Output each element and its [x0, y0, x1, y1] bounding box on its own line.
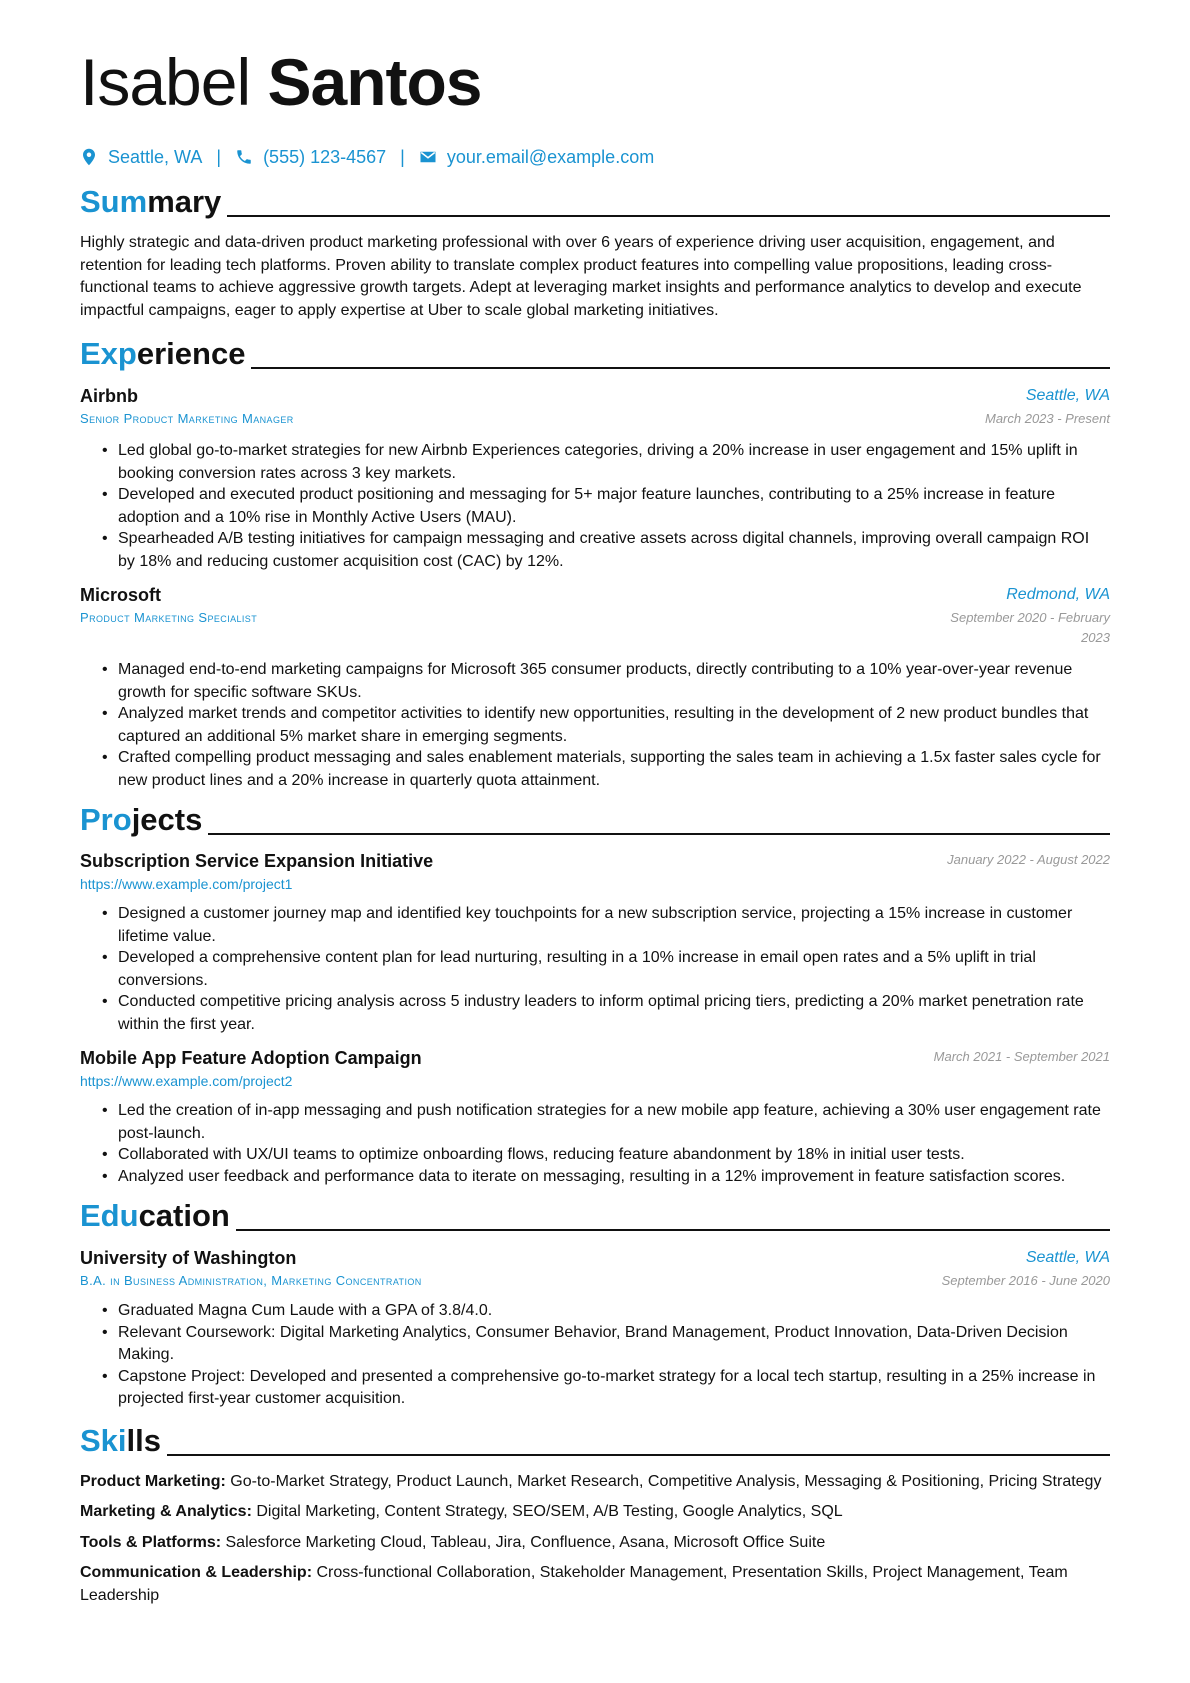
- skills-list: [80, 1471, 1110, 1608]
- bullet-list: [80, 903, 1110, 1036]
- candidate-name: [80, 0, 1110, 122]
- list-item: • Designed a customer journey map and identified key touchpoints for a new subscription service, projecting a 15% increase in customer lifetime value.: [118, 903, 1110, 948]
- skill-row: [80, 1471, 1110, 1494]
- bullet-list: [80, 1100, 1110, 1188]
- list-item: • Crafted compelling product messaging and sales enablement materials, supporting the sales team in achieving a 1.5x faster sales cycle for new product lines and a 20% increase in quarterly quota attainment.: [118, 747, 1110, 792]
- section-heading-experience: [80, 336, 1110, 372]
- list-item: • Conducted competitive pricing analysis across 5 industry leaders to inform optimal pricing tiers, predicting a 20% market penetration rate within the first year.: [118, 991, 1110, 1036]
- section-title: Summary: [80, 184, 222, 219]
- skill-label: Communication & Leadership:: [80, 1564, 313, 1581]
- project-link[interactable]: https://www.example.com/project2: [80, 1073, 293, 1089]
- bullet-list: [80, 659, 1110, 792]
- school-name: University of Washington: [80, 1248, 297, 1268]
- skill-row: [80, 1532, 1110, 1555]
- list-item: • Led global go-to-market strategies for new Airbnb Experiences categories, driving a 20% increase in user engagement and 15% uplift in booking conversion rates across 3 key markets.: [118, 440, 1110, 485]
- skill-value: Digital Marketing, Content Strategy, SEO/SEM, A/B Testing, Google Analytics, SQL: [256, 1503, 843, 1520]
- envelope-icon: [419, 148, 437, 166]
- skill-value: Salesforce Marketing Cloud, Tableau, Jira, Confluence, Asana, Microsoft Office Suite: [225, 1533, 826, 1551]
- contact-separator: |: [400, 146, 405, 167]
- skill-label: Marketing & Analytics:: [80, 1503, 252, 1520]
- education-entry: [80, 1247, 1110, 1411]
- job-location: Seattle, WA: [1025, 387, 1110, 404]
- experience-entry: [80, 584, 1110, 792]
- skill-row: [80, 1501, 1110, 1524]
- section-heading-education: [80, 1198, 1110, 1234]
- list-item: • Spearheaded A/B testing initiatives for campaign messaging and creative assets across digital channels, improving overall campaign ROI by 18% and reducing customer acquisition cost (CAC) by 12%.: [118, 528, 1110, 573]
- contact-location: [80, 147, 202, 168]
- section-title: Projects: [80, 802, 203, 837]
- section-rule: [251, 367, 1110, 369]
- summary-text: Highly strategic and data-driven product marketing professional with over 6 years of experience driving user acquisition, engagement, and retention for leading tech platforms. Proven ability to translate complex product features into compelling value propositions, leading cross-functional teams to achieve aggressive growth targets. Adept at leveraging market insights and performance analytics to develop and execute impactful campaigns, eager to apply expertise at Uber to scale global marketing initiatives.: [80, 234, 1082, 319]
- section-title: Education: [80, 1198, 230, 1233]
- experience-entry: [80, 385, 1110, 573]
- contact-separator: |: [216, 146, 222, 167]
- location-text: Seattle, WA: [108, 146, 203, 167]
- job-dates: September 2020 - February 2023: [950, 610, 1110, 645]
- list-item: • Capstone Project: Developed and presented a comprehensive go-to-market strategy for a local tech startup, resulting in a 25% increase in projected first-year customer acquisition.: [118, 1366, 1110, 1411]
- location-pin-icon: [80, 148, 98, 166]
- section-rule: [227, 215, 1110, 217]
- section-rule: [236, 1229, 1110, 1231]
- project-name: Subscription Service Expansion Initiative: [80, 851, 434, 871]
- company-name: Airbnb: [80, 386, 138, 406]
- phone-text: (555) 123-4567: [263, 146, 387, 167]
- project-dates: January 2022 - August 2022: [947, 852, 1110, 867]
- contact-bar: [80, 144, 1110, 170]
- section-rule: [167, 1454, 1110, 1456]
- job-title: Product Marketing Specialist: [80, 610, 258, 625]
- section-rule: [208, 833, 1110, 835]
- skill-label: Tools & Platforms:: [80, 1533, 222, 1551]
- list-item: • Analyzed market trends and competitor activities to identify new opportunities, resulting in the development of 2 new product bundles that captured an additional 5% market share in emerging segments.: [118, 703, 1110, 748]
- company-name: Microsoft: [80, 585, 161, 605]
- list-item: • Collaborated with UX/UI teams to optimize onboarding flows, reducing feature abandonment by 18% in initial user tests.: [118, 1144, 1110, 1167]
- list-item: • Managed end-to-end marketing campaigns for Microsoft 365 consumer products, directly contributing to a 10% year-over-year revenue growth for specific software SKUs.: [118, 659, 1110, 704]
- list-item: • Developed a comprehensive content plan for lead nurturing, resulting in a 10% increase in email open rates and a 5% uplift in trial conversions.: [118, 947, 1110, 992]
- section-heading-projects: [80, 802, 1110, 838]
- list-item: • Developed and executed product positioning and messaging for 5+ major feature launches, contributing to a 25% increase in feature adoption and a 10% rise in Monthly Active Users (MAU).: [118, 484, 1110, 529]
- section-title: Experience: [80, 336, 246, 371]
- section-heading-skills: [80, 1423, 1110, 1459]
- job-dates: March 2023 - Present: [984, 411, 1110, 426]
- bullet-list: [80, 440, 1110, 573]
- degree: B.A. in Business Administration, Marketing Concentration: [80, 1273, 422, 1288]
- section-heading-summary: [80, 184, 1110, 220]
- project-link[interactable]: https://www.example.com/project1: [80, 876, 293, 892]
- email-link[interactable]: your.email@example.com: [446, 146, 655, 167]
- project-name: Mobile App Feature Adoption Campaign: [80, 1048, 422, 1068]
- education-dates: September 2016 - June 2020: [941, 1273, 1110, 1288]
- skill-value: Cross-functional Collaboration, Stakeholder Management, Presentation Skills, Project Management, Team Leadership: [80, 1564, 1068, 1604]
- section-title: Skills: [80, 1422, 161, 1458]
- skill-row: [80, 1562, 1110, 1607]
- project-dates: March 2021 - September 2021: [933, 1049, 1110, 1064]
- list-item: • Graduated Magna Cum Laude with a GPA of 3.8/4.0.: [118, 1300, 1110, 1323]
- first-name: Isabel: [80, 45, 251, 119]
- bullet-list: [80, 1300, 1110, 1411]
- contact-email[interactable]: [419, 147, 654, 168]
- job-title: Senior Product Marketing Manager: [80, 411, 294, 426]
- list-item: • Relevant Coursework: Digital Marketing Analytics, Consumer Behavior, Brand Management, Product Innovation, Data-Driven Decision Making.: [118, 1322, 1110, 1367]
- skill-value: Go-to-Market Strategy, Product Launch, Market Research, Competitive Analysis, Messaging & Positioning, Pricing Strategy: [230, 1472, 1102, 1490]
- project-entry: [80, 850, 1110, 1036]
- job-location: Redmond, WA: [1006, 586, 1110, 603]
- contact-phone: [235, 147, 386, 168]
- last-name: Santos: [267, 45, 482, 119]
- list-item: • Led the creation of in-app messaging and push notification strategies for a new mobile app feature, achieving a 30% user engagement rate post-launch.: [118, 1100, 1110, 1145]
- skill-label: Product Marketing:: [80, 1472, 226, 1490]
- phone-icon: [235, 148, 253, 166]
- school-location: Seattle, WA: [1025, 1249, 1110, 1266]
- project-entry: [80, 1047, 1110, 1188]
- list-item: • Analyzed user feedback and performance data to iterate on messaging, resulting in a 12% improvement in feature satisfaction scores.: [118, 1166, 1110, 1189]
